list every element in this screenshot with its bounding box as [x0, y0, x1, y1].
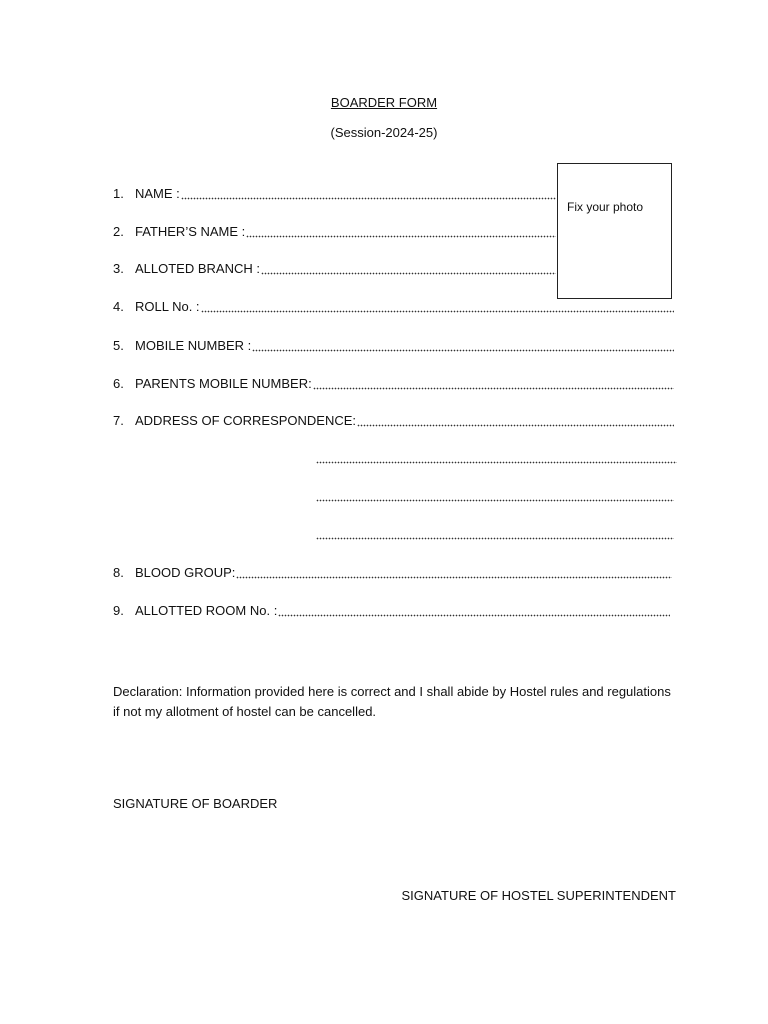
field-label: FATHER’S NAME : — [135, 224, 246, 239]
field-number: 3. — [113, 261, 124, 276]
fill-line[interactable] — [252, 349, 674, 352]
fill-line[interactable] — [181, 197, 556, 200]
fill-line[interactable] — [357, 424, 674, 427]
field-label: NAME : — [135, 186, 180, 201]
field-address-of-correspondence[interactable] — [113, 413, 674, 431]
fill-line[interactable] — [201, 310, 674, 313]
field-label: ALLOTTED ROOM No. : — [135, 603, 278, 618]
field-number: 6. — [113, 376, 124, 391]
field-label: ADDRESS OF CORRESPONDENCE: — [135, 413, 357, 428]
field-name[interactable] — [113, 186, 556, 204]
fill-line[interactable] — [313, 387, 674, 390]
field-roll-no[interactable] — [113, 299, 674, 317]
address-fill-line-4[interactable] — [316, 537, 674, 540]
field-label: ROLL No. : — [135, 299, 200, 314]
field-number: 4. — [113, 299, 124, 314]
field-allotted-room-no[interactable] — [113, 603, 670, 621]
photo-box — [557, 163, 672, 299]
field-blood-group[interactable] — [113, 565, 672, 583]
photo-label: Fix your photo — [567, 200, 644, 214]
field-fathers-name[interactable] — [113, 224, 556, 242]
address-fill-line-3[interactable] — [316, 499, 674, 502]
field-number: 1. — [113, 186, 124, 201]
session-label: (Session-2024-25) — [330, 125, 438, 140]
field-number: 5. — [113, 338, 124, 353]
signature-of-hostel-superintendent: SIGNATURE OF HOSTEL SUPERINTENDENT — [401, 888, 676, 903]
fill-line[interactable] — [236, 576, 672, 579]
field-number: 7. — [113, 413, 124, 428]
fill-line[interactable] — [246, 235, 556, 238]
signature-of-boarder: SIGNATURE OF BOARDER — [113, 796, 278, 811]
field-label: MOBILE NUMBER : — [135, 338, 252, 353]
field-label: PARENTS MOBILE NUMBER: — [135, 376, 312, 391]
field-alloted-branch[interactable] — [113, 261, 556, 279]
form-title: BOARDER FORM — [330, 95, 438, 110]
field-number: 9. — [113, 603, 124, 618]
field-label: ALLOTED BRANCH : — [135, 261, 260, 276]
field-number: 2. — [113, 224, 124, 239]
field-parents-mobile-number[interactable] — [113, 376, 674, 394]
field-number: 8. — [113, 565, 124, 580]
fill-line[interactable] — [278, 614, 670, 617]
address-fill-line-2[interactable] — [316, 461, 677, 464]
field-mobile-number[interactable] — [113, 338, 674, 356]
field-label: BLOOD GROUP: — [135, 565, 236, 580]
fill-line[interactable] — [261, 272, 556, 275]
declaration-text: Declaration: Information provided here is correct and I shall abide by Hostel rules and regulations if not my allotment of hostel can be cancelled. — [113, 684, 671, 719]
